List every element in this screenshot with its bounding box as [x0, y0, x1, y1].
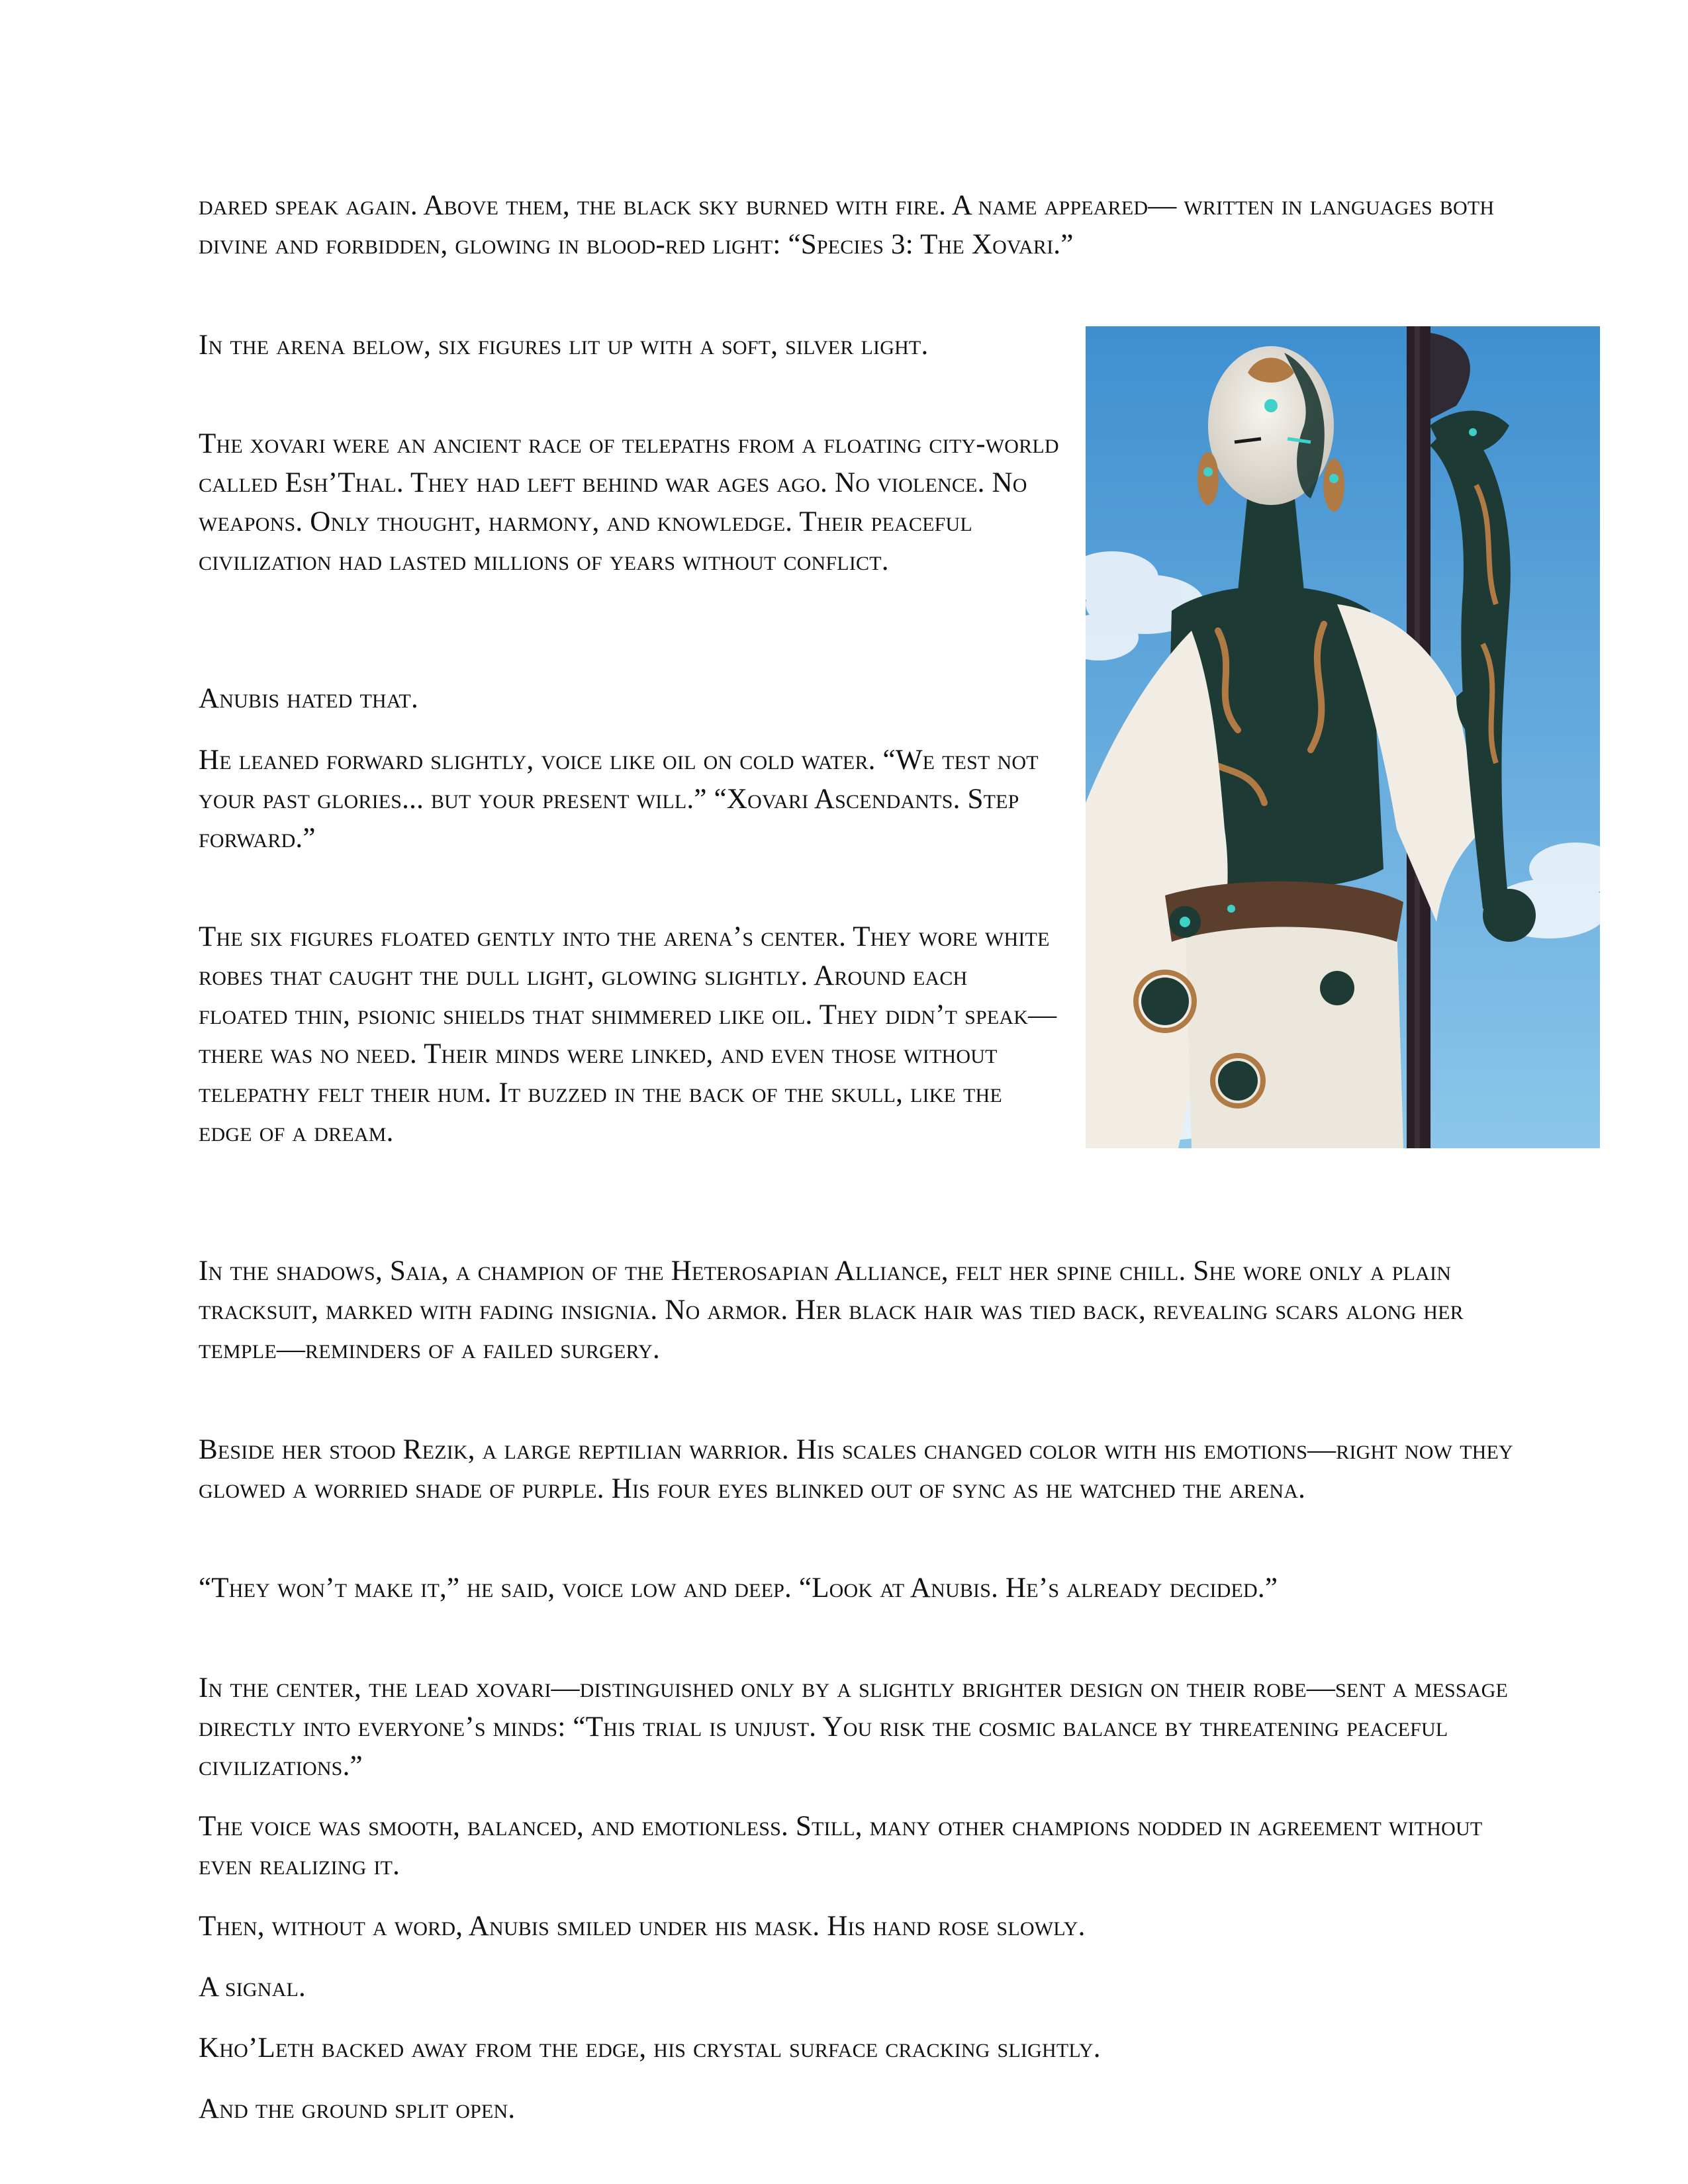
paragraph-7: In the shadows, Saia, a champion of the Heterosapian Alliance, felt her spine chill. She wore only a plain tracksuit, marked with fading insignia. No armor. Her black hair was tied back, revealing scars along her temple—reminders of a failed surgery.	[199, 1255, 1464, 1365]
paragraph-1: dared speak again. Above them, the black sky burned with fire. A name appeared— written in languages both divine and forbidden, glowing in blood-red light: “Species 3: The Xovari.”	[199, 190, 1495, 260]
paragraph-6: The six figures floated gently into the arena’s center. They wore white robes that caught the dull light, glowing slightly. Around each floated thin, psionic shields that shimmered like oil. They didn’t speak—there was no need. Their minds were linked, and even those without telepathy felt their hum. It buzzed in the back of the skull, like the edge of a dream.	[199, 921, 1057, 1148]
paragraph-4: Anubis hated that.	[199, 683, 418, 714]
paragraph-2: In the arena below, six figures lit up with a soft, silver light.	[199, 330, 929, 361]
paragraph-13: A signal.	[199, 1972, 306, 2003]
paragraph-14: Kho’Leth backed away from the edge, his crystal surface cracking slightly.	[199, 2032, 1101, 2064]
paragraph-10: In the center, the lead xovari—distinguished only by a slightly brighter design on their robe—sent a message directly into everyone’s minds: “This trial is unjust. You risk the cosmic balance by threatening peaceful civilizations.”	[199, 1672, 1509, 1782]
paragraph-5: He leaned forward slightly, voice like oil on cold water. “We test not your past glories... but your present will.” “Xovari Ascendants. Step forward.”	[199, 745, 1039, 854]
xovari-figure-icon	[1086, 326, 1600, 1148]
paragraph-8: Beside her stood Rezik, a large reptilian warrior. His scales changed color with his emotions—right now they glowed a worried shade of purple. His four eyes blinked out of sync as he watched the arena.	[199, 1434, 1513, 1504]
paragraph-15: And the ground split open.	[199, 2093, 516, 2124]
paragraph-12: Then, without a word, Anubis smiled under his mask. His hand rose slowly.	[199, 1911, 1086, 1942]
xovari-figure-illustration	[1086, 326, 1600, 1148]
paragraph-11: The voice was smooth, balanced, and emotionless. Still, many other champions nodded in agreement without even realizing it.	[199, 1811, 1483, 1881]
paragraph-9: “They won’t make it,” he said, voice low and deep. “Look at Anubis. He’s already decided.”	[199, 1572, 1278, 1604]
paragraph-3: The xovari were an ancient race of telepaths from a floating city-world called Esh’Thal. They had left behind war ages ago. No violence. No weapons. Only thought, harmony, and knowledge. Their peaceful civilization had lasted millions of years without conflict.	[199, 428, 1059, 576]
